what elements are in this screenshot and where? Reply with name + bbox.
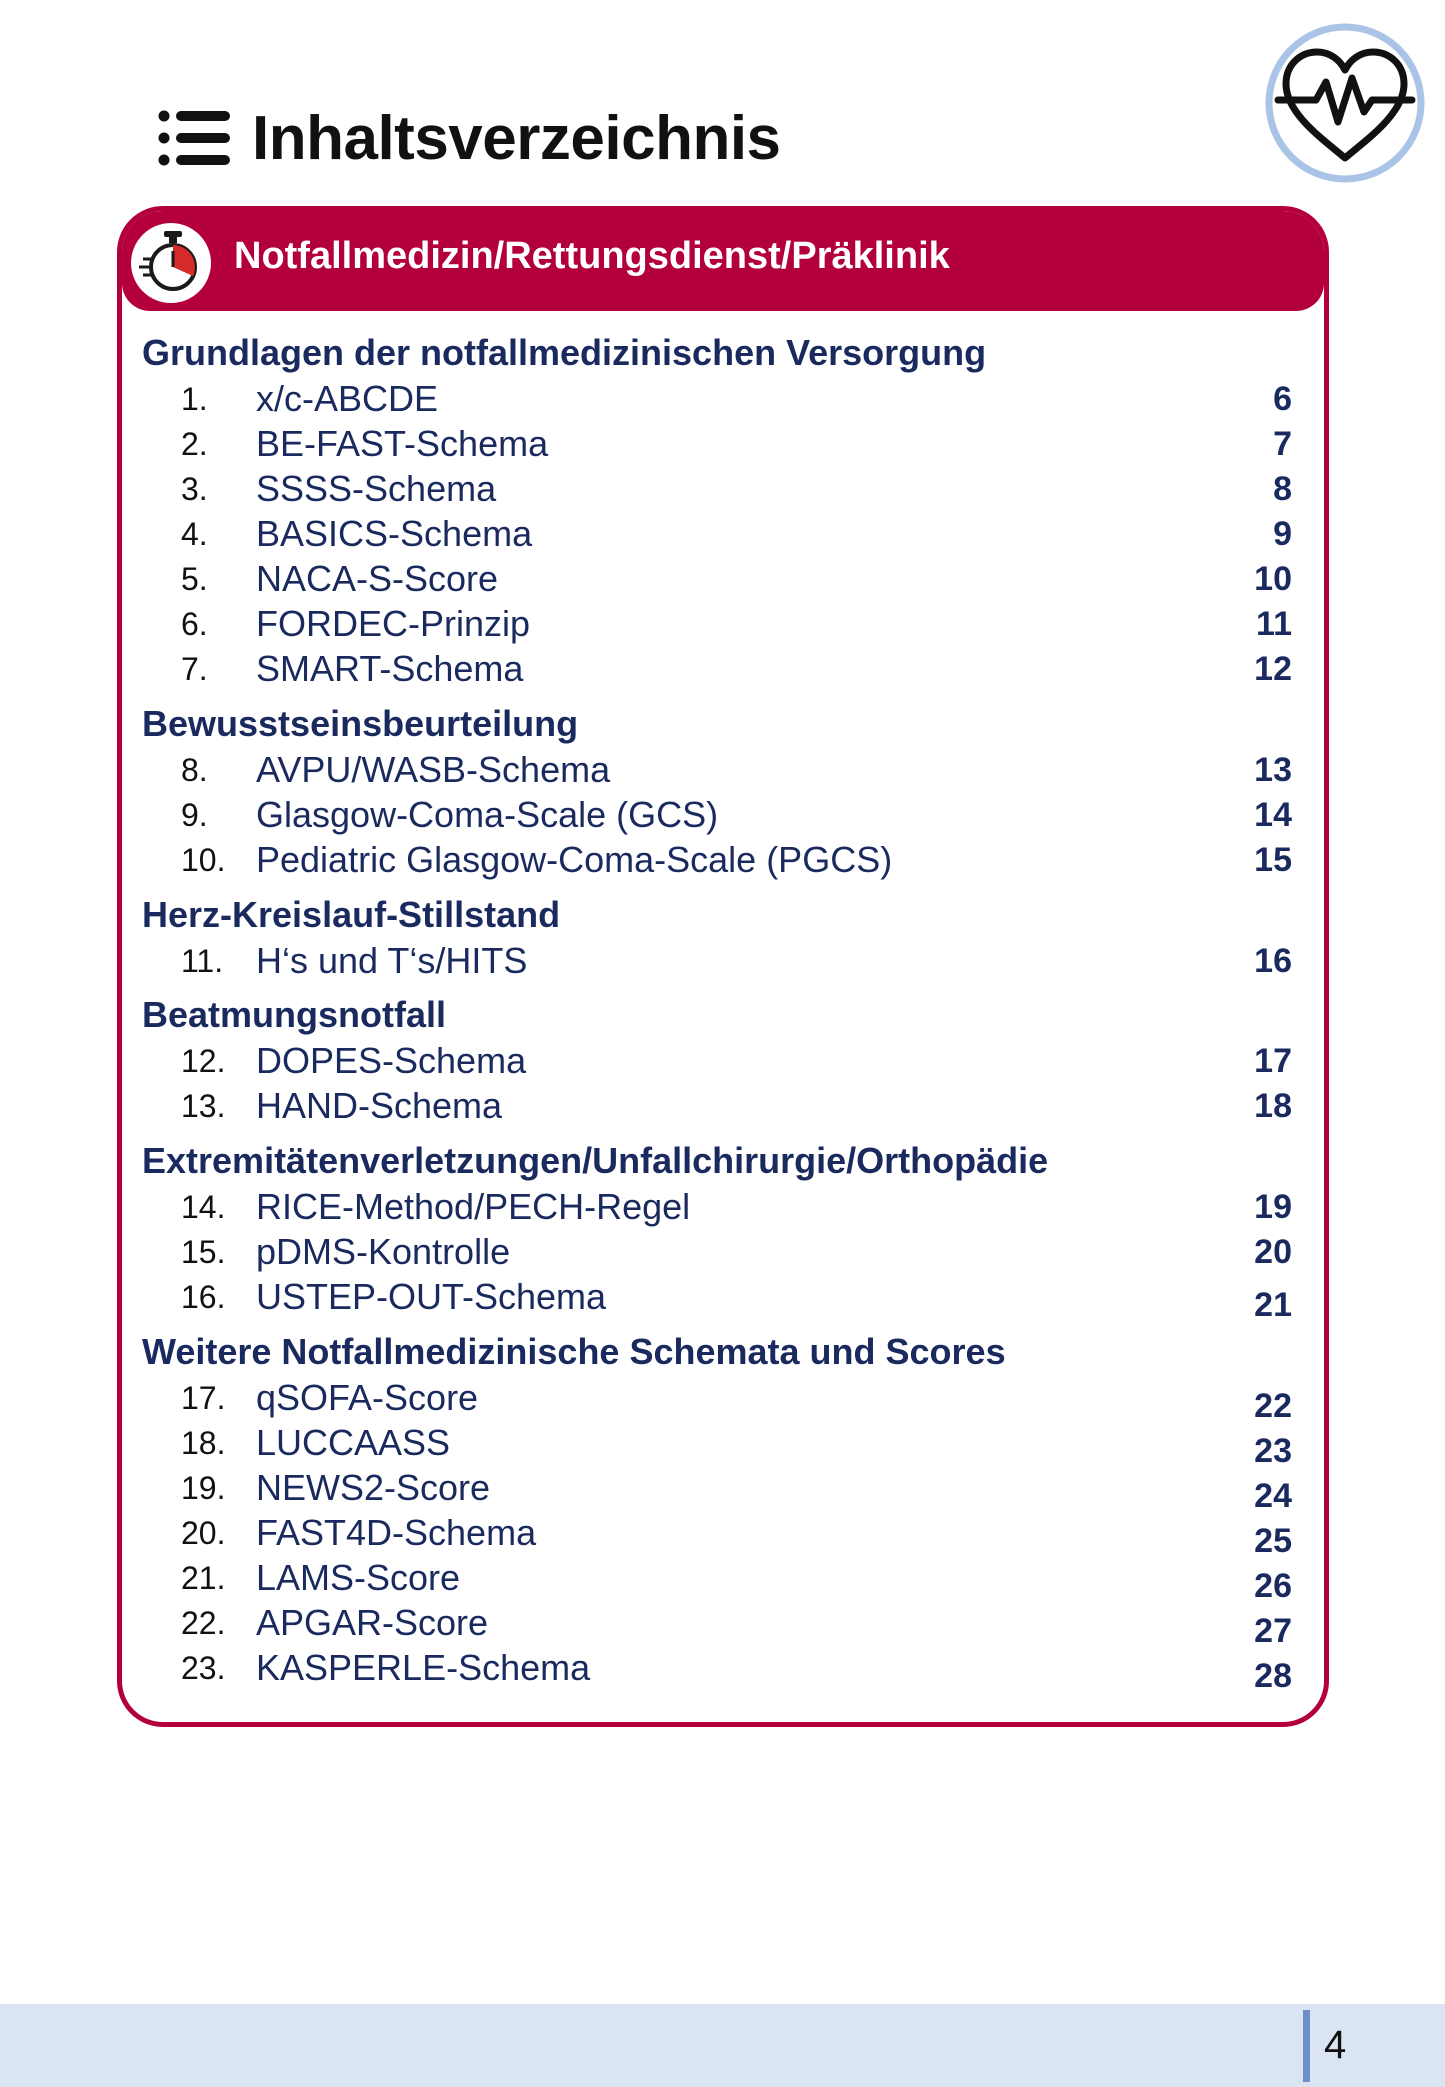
toc-item-page[interactable]: 17	[1254, 1042, 1292, 1080]
toc-item-page[interactable]: 20	[1254, 1233, 1292, 1271]
section-heading: Weitere Notfallmedizinische Schemata und Scores	[142, 1331, 1006, 1372]
toc-item-number: 5.	[181, 561, 208, 597]
toc-row[interactable]	[122, 1601, 1324, 1650]
toc-item-title[interactable]: LAMS-Score	[256, 1557, 461, 1598]
toc-item-title[interactable]: AVPU/WASB-Schema	[256, 749, 611, 790]
toc-row[interactable]	[122, 1185, 1324, 1229]
toc-item-title[interactable]: APGAR-Score	[256, 1602, 489, 1643]
toc-item-page[interactable]: 13	[1254, 751, 1292, 789]
toc-item-number: 16.	[181, 1279, 226, 1315]
toc-item-page[interactable]: 23	[1254, 1432, 1292, 1470]
toc-item-number: 10.	[181, 842, 226, 878]
toc-item-number: 13.	[181, 1088, 226, 1124]
toc-item-number: 8.	[181, 752, 208, 788]
toc-item-page[interactable]: 18	[1254, 1087, 1292, 1125]
toc-item-page[interactable]: 24	[1254, 1477, 1292, 1515]
toc-item-number: 19.	[181, 1470, 226, 1506]
toc-item-title[interactable]: DOPES-Schema	[256, 1040, 527, 1081]
toc-row[interactable]	[122, 1466, 1324, 1515]
toc-row[interactable]	[122, 1230, 1324, 1274]
toc-item-page[interactable]: 8	[1273, 470, 1292, 508]
toc-item-title[interactable]: LUCCAASS	[256, 1422, 451, 1463]
toc-item-title[interactable]: NEWS2-Score	[256, 1467, 491, 1508]
page-title	[158, 98, 781, 178]
toc-row[interactable]	[122, 939, 1324, 983]
section-heading: Beatmungsnotfall	[142, 994, 447, 1035]
section-heading: Extremitätenverletzungen/Unfallchirurgie/Orthopädie	[142, 1140, 1049, 1181]
toc-row[interactable]	[122, 647, 1324, 691]
footer-divider	[1303, 2010, 1310, 2082]
toc-card	[117, 206, 1329, 1727]
toc-item-title[interactable]: FORDEC-Prinzip	[256, 603, 531, 644]
page-title-text: Inhaltsverzeichnis	[252, 103, 781, 173]
toc-row[interactable]	[122, 602, 1324, 646]
toc-item-title[interactable]: x/c-ABCDE	[256, 378, 439, 419]
toc-item-title[interactable]: HAND-Schema	[256, 1085, 503, 1126]
toc-item-title[interactable]: SMART-Schema	[256, 648, 524, 689]
toc-item-title[interactable]: RICE-Method/PECH-Regel	[256, 1186, 691, 1227]
card-header-title: Notfallmedizin/Rettungsdienst/Präklinik	[234, 235, 950, 277]
toc-row[interactable]	[122, 1646, 1324, 1695]
toc-item-title[interactable]: pDMS-Kontrolle	[256, 1231, 511, 1272]
toc-item-number: 3.	[181, 471, 208, 507]
toc-row[interactable]	[122, 512, 1324, 556]
toc-item-title[interactable]: qSOFA-Score	[256, 1377, 479, 1418]
toc-item-page[interactable]: 14	[1254, 796, 1292, 834]
toc-row[interactable]	[122, 838, 1324, 882]
toc-row[interactable]	[122, 1084, 1324, 1128]
toc-item-title[interactable]: BE-FAST-Schema	[256, 423, 549, 464]
toc-item-number: 1.	[181, 381, 208, 417]
page-number: 4	[1324, 2023, 1347, 2067]
toc-item-page[interactable]: 25	[1254, 1522, 1292, 1560]
toc-item-title[interactable]: Pediatric Glasgow-Coma-Scale (PGCS)	[256, 839, 893, 880]
toc-row[interactable]	[122, 748, 1324, 792]
toc-item-page[interactable]: 19	[1254, 1188, 1292, 1226]
toc-row[interactable]	[122, 1039, 1324, 1083]
toc-item-page[interactable]: 10	[1254, 560, 1292, 598]
toc-item-number: 22.	[181, 1605, 226, 1641]
toc-item-title[interactable]: SSSS-Schema	[256, 468, 497, 509]
toc-item-page[interactable]: 9	[1273, 515, 1292, 553]
toc-item-number: 2.	[181, 426, 208, 462]
toc-item-number: 15.	[181, 1234, 226, 1270]
toc-item-number: 7.	[181, 651, 208, 687]
section-heading: Grundlagen der notfallmedizinischen Versorgung	[142, 332, 987, 373]
toc-item-title[interactable]: H‘s und T‘s/HITS	[256, 940, 528, 981]
toc-item-number: 11.	[181, 943, 224, 979]
toc-item-number: 21.	[181, 1560, 226, 1596]
toc-item-page[interactable]: 26	[1254, 1567, 1292, 1605]
toc-item-page[interactable]: 28	[1254, 1657, 1292, 1695]
toc-item-number: 12.	[181, 1043, 226, 1079]
list-icon	[158, 109, 230, 167]
toc-item-number: 23.	[181, 1650, 226, 1686]
toc-item-number: 20.	[181, 1515, 226, 1551]
toc-item-number: 18.	[181, 1425, 226, 1461]
toc-row[interactable]	[122, 467, 1324, 511]
toc-item-page[interactable]: 15	[1254, 841, 1292, 879]
toc-row[interactable]	[122, 422, 1324, 466]
toc-item-page[interactable]: 16	[1254, 942, 1292, 980]
toc-item-page[interactable]: 22	[1254, 1387, 1292, 1425]
toc-item-page[interactable]: 12	[1254, 650, 1292, 688]
toc-row[interactable]	[122, 1511, 1324, 1560]
toc-item-page[interactable]: 21	[1254, 1286, 1292, 1324]
toc-item-page[interactable]: 6	[1273, 380, 1292, 418]
toc-row[interactable]	[122, 1275, 1324, 1324]
toc-item-number: 9.	[181, 797, 208, 833]
toc-item-number: 14.	[181, 1189, 226, 1225]
section-heading: Herz-Kreislauf-Stillstand	[142, 894, 561, 935]
toc-item-number: 17.	[181, 1380, 226, 1416]
toc-item-page[interactable]: 7	[1273, 425, 1292, 463]
toc-row[interactable]	[122, 1376, 1324, 1425]
heart-pulse-icon	[1264, 22, 1426, 184]
toc-row[interactable]	[122, 1556, 1324, 1605]
toc-row[interactable]	[122, 377, 1324, 421]
toc-item-page[interactable]: 11	[1256, 605, 1292, 643]
toc-item-number: 4.	[181, 516, 208, 552]
toc-row[interactable]	[122, 557, 1324, 601]
toc-body	[122, 211, 1324, 1722]
toc-item-title[interactable]: Glasgow-Coma-Scale (GCS)	[256, 794, 719, 835]
toc-item-title[interactable]: FAST4D-Schema	[256, 1512, 537, 1553]
toc-row[interactable]	[122, 1421, 1324, 1470]
toc-item-title[interactable]: NACA-S-Score	[256, 558, 499, 599]
toc-item-page[interactable]: 27	[1254, 1612, 1292, 1650]
toc-row[interactable]	[122, 793, 1324, 837]
section-heading: Bewusstseinsbeurteilung	[142, 703, 579, 744]
toc-item-number: 6.	[181, 606, 208, 642]
footer-band	[0, 2004, 1445, 2087]
toc-item-title[interactable]: USTEP-OUT-Schema	[256, 1276, 607, 1317]
toc-item-title[interactable]: KASPERLE-Schema	[256, 1647, 591, 1688]
toc-item-title[interactable]: BASICS-Schema	[256, 513, 533, 554]
